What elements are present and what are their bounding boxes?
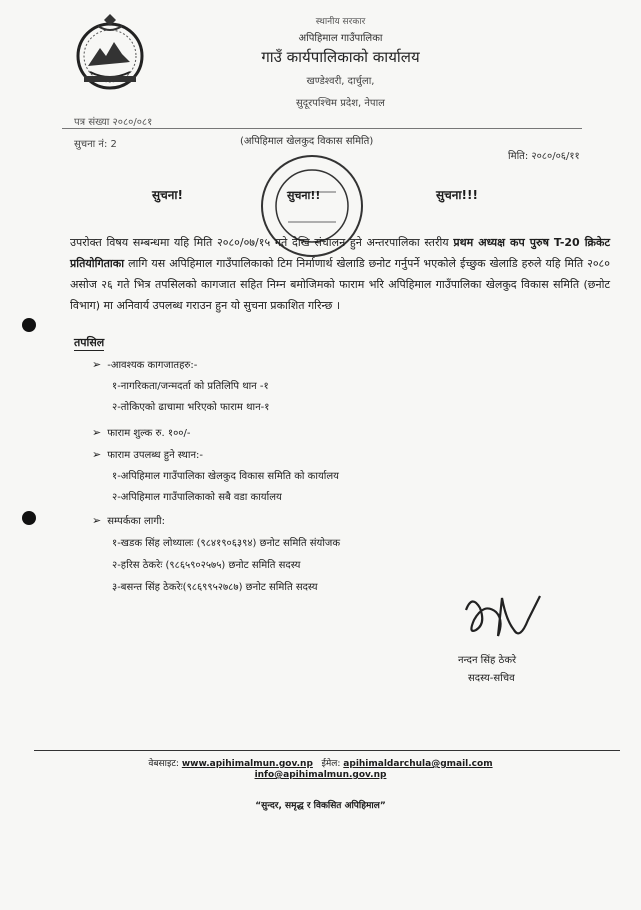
email-link[interactable]: apihimaldarchula@gmail.com — [343, 759, 493, 769]
signatory-post: सदस्य-सचिव — [468, 673, 515, 684]
document-item: २-तोकिएको ढाचामा भरिएको फाराम थान-१ — [112, 402, 270, 413]
notice-date: मिति: २०८०/०६/११ — [508, 151, 580, 162]
footer-contacts — [0, 756, 641, 769]
contact-item: १-खडक सिंह लोथ्यालः (९८४१९०६३९४) छनोट समिति संयोजक — [112, 538, 341, 549]
info-email-link[interactable]: info@apihimalmun.gov.np — [254, 770, 387, 780]
fee-section — [92, 424, 190, 442]
email-label: ईमेल: — [321, 759, 341, 769]
competition-name: प्रथम अध्यक्ष कप पुरुष T-20 क्रिकेट प्रतियोगिताका — [70, 236, 610, 270]
availability-item: १-अपिहिमाल गाउँपालिका खेलकुद विकास समिति को कार्यालय — [112, 471, 339, 482]
body-text-1: उपरोक्त विषय सम्बन्धमा यहि मिति २०८०/०७/१५ गते देखि संचालन हुने अन्तरपालिका स्तरीय — [70, 236, 454, 249]
signatory-name: नन्दन सिंह ठेकरे — [458, 655, 517, 666]
punch-hole — [22, 511, 36, 525]
documents-heading: ➢ -आवश्यक कागजातहरु:- — [92, 356, 269, 374]
footer-contacts-2 — [0, 770, 641, 780]
documents-section — [92, 356, 269, 416]
committee-name: (अपिहिमाल खेलकुद विकास समिति) — [240, 136, 374, 147]
motto: “सुन्दर, समृद्ध र विकसित अपिहिमाल” — [255, 801, 386, 811]
reference-number: पत्र संख्या २०८०/०८१ — [74, 117, 153, 128]
header-province: सुदूरपश्चिम प्रदेश, नेपाल — [296, 98, 385, 109]
availability-item: २-अपिहिमाल गाउँपालिकाको सबै वडा कार्यालय — [112, 492, 282, 503]
document-item: १-नागरिकता/जन्मदर्ता को प्रतिलिपि थान -१ — [112, 381, 269, 392]
office-title: गाउँ कार्यपालिकाको कार्यालय — [261, 48, 420, 66]
contact-item: ३-बसन्त सिंह ठेकरेः(९८६९९५२७८७) छनोट समिति सदस्य — [112, 582, 318, 593]
header-line-2: अपिहिमाल गाउँपालिका — [298, 33, 383, 44]
form-fee: ➢ फाराम शुल्क रु. १००/- — [92, 424, 190, 442]
signature-icon — [458, 590, 548, 656]
website-link[interactable]: www.apihimalmun.gov.np — [181, 759, 313, 769]
availability-section — [92, 446, 339, 506]
header-address: खण्डेश्वरी, दार्चुला, — [306, 76, 375, 87]
contact-item: २-हरिस ठेकरेः (९८६५९०२५७५) छनोट समिति सदस्य — [112, 560, 301, 571]
header-line-1: स्थानीय सरकार — [315, 17, 366, 27]
contact-section — [92, 512, 340, 596]
availability-heading: ➢ फाराम उपलब्ध हुने स्थान:- — [92, 446, 339, 464]
notice-heading-right: सुचना!!! — [436, 188, 478, 202]
notice-heading-left: सुचना! — [152, 188, 183, 202]
notice-number: सुचना नं: 2 — [74, 139, 117, 150]
contact-heading: ➢ सम्पर्कका लागी: — [92, 512, 340, 530]
website-label: वेबसाइट: — [148, 759, 179, 769]
punch-hole — [22, 318, 36, 332]
header-divider — [62, 128, 582, 129]
details-heading: तपसिल — [74, 336, 105, 349]
footer-divider — [34, 750, 620, 751]
notice-heading-middle: सुचना!! — [287, 189, 321, 202]
notice-body — [70, 232, 610, 316]
body-text-2: लागि यस अपिहिमाल गाउँपालिकाको टिम निर्माणार्थ खेलाडि छनोट गर्नुपर्ने भएकोले ईच्छुक खेलाडि हरुले यहि मिति २०८० असोज २६ गते भित्र तपसिलको कागजात सहित निम्न बमोजिमको फाराम भरि अपिहिमाल गाउँपालिका खेलकुद विकास समिति (छनोट विभाग) मा अनिवार्य उपलब्ध गराउन हुन यो सुचना प्रकाशित गरिन्छ । — [70, 257, 610, 312]
